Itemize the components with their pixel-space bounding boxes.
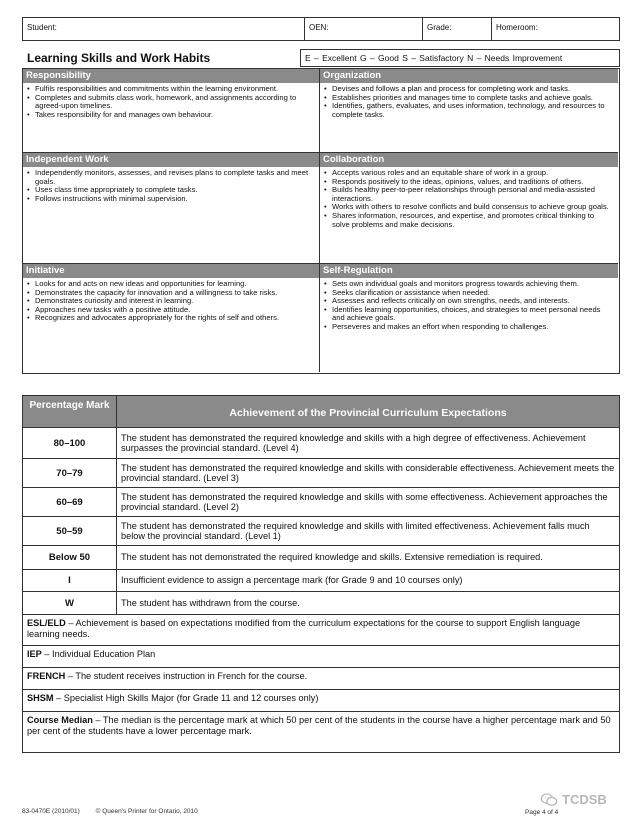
skill-section-self-regulation	[320, 264, 618, 372]
achievement-header: Achievement of the Provincial Curriculum Expectations	[229, 407, 507, 419]
skill-item: • Perseveres and makes an effort when responding to challenges.	[324, 323, 612, 332]
skill-item: • Independently monitors, assesses, and revises plans to complete tasks and meet goals.	[27, 169, 313, 186]
table-row	[23, 517, 619, 546]
learning-skills-grid	[22, 68, 620, 374]
note-text: – The median is the percentage mark at which 50 per cent of the students in the course have a higher percentage mark and 50 per cent of the students have a lower percentage mark.	[27, 715, 611, 736]
skill-item: • Assesses and reflects critically on own strengths, needs, and interests.	[324, 297, 612, 306]
skill-item: • Looks for and acts on new ideas and opportunities for learning.	[27, 280, 313, 289]
description-cell: The student has not demonstrated the required knowledge and skills. Extensive remediation is required.	[121, 552, 543, 563]
grade-field[interactable]: Grade:	[423, 18, 492, 40]
note-text: – Specialist High Skills Major (for Grade 11 and 12 courses only)	[53, 693, 319, 703]
homeroom-field[interactable]: Homeroom:	[496, 23, 538, 32]
copyright: © Queen's Printer for Ontario, 2010	[95, 808, 198, 815]
description-cell: The student has demonstrated the required knowledge and skills with considerable effectiveness. Achievement meets the provincial standard. (Level 3)	[121, 462, 615, 483]
mark-cell: I	[23, 570, 117, 591]
mark-cell: W	[23, 592, 117, 614]
skill-item: • Sets own individual goals and monitors progress towards achieving them.	[324, 280, 612, 289]
note-term: IEP	[27, 649, 42, 659]
student-field[interactable]: Student:	[23, 18, 305, 40]
section-heading: Self-Regulation	[320, 264, 618, 278]
skill-item: • Completes and submits class work, homework, and assignments according to agreed-upon timelines.	[27, 94, 313, 111]
skill-item: • Accepts various roles and an equitable share of work in a group.	[324, 169, 612, 178]
note-iep	[23, 646, 619, 668]
watermark	[540, 792, 607, 807]
footer-left	[22, 808, 212, 815]
skill-item: • Shares information, resources, and expertise, and promotes critical thinking to solve problems and make decisions.	[324, 212, 612, 229]
skill-item: • Works with others to resolve conflicts and build consensus to achieve group goals.	[324, 203, 612, 212]
note-text: – The student receives instruction in French for the course.	[65, 671, 308, 681]
skill-item: • Recognizes and advocates appropriately for the rights of self and others.	[27, 314, 313, 323]
skill-item: • Fulfils responsibilities and commitments within the learning environment.	[27, 85, 313, 94]
section-heading: Responsibility	[23, 69, 319, 83]
skill-item: • Demonstrates curiosity and interest in learning.	[27, 297, 313, 306]
description-cell: The student has demonstrated the required knowledge and skills with a high degree of effectiveness. Achievement surpasses the provincial standard. (Level 4)	[121, 432, 586, 453]
page-number: Page 4 of 4	[525, 809, 559, 816]
skill-item: • Responds positively to the ideas, opinions, values, and traditions of others.	[324, 178, 612, 187]
wechat-icon	[540, 793, 558, 807]
note-term: FRENCH	[27, 671, 66, 681]
skill-section-independent-work	[23, 153, 320, 264]
description-cell: The student has demonstrated the required knowledge and skills with some effectiveness. Achievement approaches the provincial standard. (Level 2)	[121, 491, 608, 512]
note-french	[23, 668, 619, 690]
skill-item: • Devises and follows a plan and process for completing work and tasks.	[324, 85, 612, 94]
note-shsm	[23, 690, 619, 712]
skill-item: • Demonstrates the capacity for innovation and a willingness to take risks.	[27, 289, 313, 298]
skill-item: • Approaches new tasks with a positive attitude.	[27, 306, 313, 315]
note-term: SHSM	[27, 693, 54, 703]
description-cell: The student has withdrawn from the course.	[121, 597, 300, 608]
section-heading: Independent Work	[23, 153, 319, 167]
note-term: Course Median	[27, 715, 93, 725]
skill-item: • Identifies learning opportunities, choices, and strategies to meet personal needs and achieve goals.	[324, 306, 612, 323]
section-heading: Collaboration	[320, 153, 618, 167]
table-row	[23, 488, 619, 517]
skill-item: • Uses class time appropriately to complete tasks.	[27, 186, 313, 195]
student-info-header	[22, 17, 620, 41]
table-row	[23, 570, 619, 592]
note-term: ESL/ELD	[27, 618, 66, 628]
note-course-median	[23, 712, 619, 740]
achievement-table	[22, 395, 620, 753]
mark-cell: 60–69	[23, 488, 117, 516]
table-row	[23, 428, 619, 459]
table-row	[23, 592, 619, 615]
skill-section-responsibility	[23, 69, 320, 153]
note-text: – Individual Education Plan	[41, 649, 156, 659]
skill-section-collaboration	[320, 153, 618, 264]
learning-skills-title: Learning Skills and Work Habits	[27, 51, 211, 65]
rating-legend: E – Excellent G – Good S – Satisfactory N – Needs Improvement	[300, 49, 620, 67]
skill-item: • Seeks clarification or assistance when needed.	[324, 289, 612, 298]
skill-section-initiative	[23, 264, 320, 372]
oen-field[interactable]: OEN:	[305, 18, 423, 40]
note-esl-eld	[23, 615, 619, 646]
note-text: – Achievement is based on expectations modified from the curriculum expectations for the course to support English language learning needs.	[27, 618, 581, 639]
skill-item: • Identifies, gathers, evaluates, and uses information, technology, and resources to complete tasks.	[324, 102, 612, 119]
skill-item: • Takes responsibility for and manages own behaviour.	[27, 111, 313, 120]
skill-section-organization	[320, 69, 618, 153]
description-cell: The student has demonstrated the required knowledge and skills with limited effectiveness. Achievement falls much below the provincial standard. (Level 1)	[121, 520, 590, 541]
table-row	[23, 459, 619, 488]
watermark-text: TCDSB	[562, 792, 607, 807]
form-code: 83-0470E (2010/01)	[22, 808, 80, 815]
percentage-mark-header: Percentage Mark	[23, 396, 117, 427]
section-heading: Organization	[320, 69, 618, 83]
skill-item: • Follows instructions with minimal supervision.	[27, 195, 313, 204]
description-cell: Insufficient evidence to assign a percentage mark (for Grade 9 and 10 courses only)	[121, 575, 463, 586]
achievement-table-header	[23, 396, 619, 428]
mark-cell: 70–79	[23, 459, 117, 487]
skill-item: • Establishes priorities and manages time to complete tasks and achieve goals.	[324, 94, 612, 103]
section-heading: Initiative	[23, 264, 319, 278]
skill-item: • Builds healthy peer-to-peer relationships through personal and media-assisted interactions.	[324, 186, 612, 203]
mark-cell: 50–59	[23, 517, 117, 545]
mark-cell: 80–100	[23, 428, 117, 458]
table-row	[23, 546, 619, 570]
mark-cell: Below 50	[23, 546, 117, 569]
